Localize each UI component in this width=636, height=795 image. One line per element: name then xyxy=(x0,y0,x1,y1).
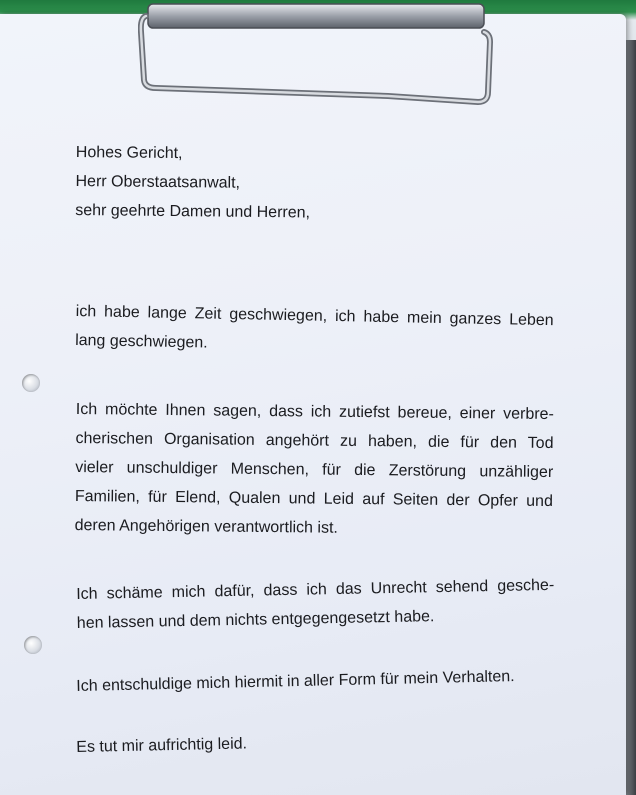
paragraph-line: hen lassen und dem nichts entgegengesetzt habe. xyxy=(76,608,435,632)
paragraph-line: Familien, für Elend, Qualen und Leid auf Seiten der Opfer und xyxy=(74,487,553,510)
salutation-line: Herr Oberstaatsanwalt, xyxy=(75,172,241,192)
punch-hole-lower xyxy=(24,636,42,654)
paragraph-line: Es tut mir aufrichtig leid. xyxy=(76,735,248,756)
paragraph-line: Ich entschuldige mich hiermit in aller Form für mein Verhalten. xyxy=(76,668,515,695)
punch-hole-upper xyxy=(22,374,40,392)
salutation-line: Hohes Gericht, xyxy=(75,143,183,163)
salutation xyxy=(75,138,311,227)
paragraph-line: vieler unschuldiger Menschen, für die Zerstörung unzähliger xyxy=(75,458,554,482)
clip-wire-highlight xyxy=(141,16,490,102)
paragraph-1 xyxy=(75,297,554,364)
clipboard-clip xyxy=(138,2,494,110)
paragraph-line: Ich möchte Ihnen sagen, dass ich zutiefst bereue, einer verbre- xyxy=(75,400,554,424)
salutation-line: sehr geehrte Damen und Herren, xyxy=(75,201,311,222)
paragraph-line: Ich schäme mich dafür, dass ich das Unrecht sehend gesche- xyxy=(76,576,555,603)
paragraph-5 xyxy=(76,729,247,762)
paragraph-3 xyxy=(76,571,555,638)
paragraph-line: cherischen Organisation angehört zu haben, die für den Tod xyxy=(75,429,554,453)
paragraph-line: deren Angehörigen verantwortlich ist. xyxy=(74,516,338,537)
clip-bar xyxy=(148,4,484,28)
paragraph-line: lang geschwiegen. xyxy=(75,331,208,352)
paragraph-line: ich habe lange Zeit geschwiegen, ich habe mein ganzes Leben xyxy=(75,302,554,330)
paragraph-2 xyxy=(74,395,553,545)
